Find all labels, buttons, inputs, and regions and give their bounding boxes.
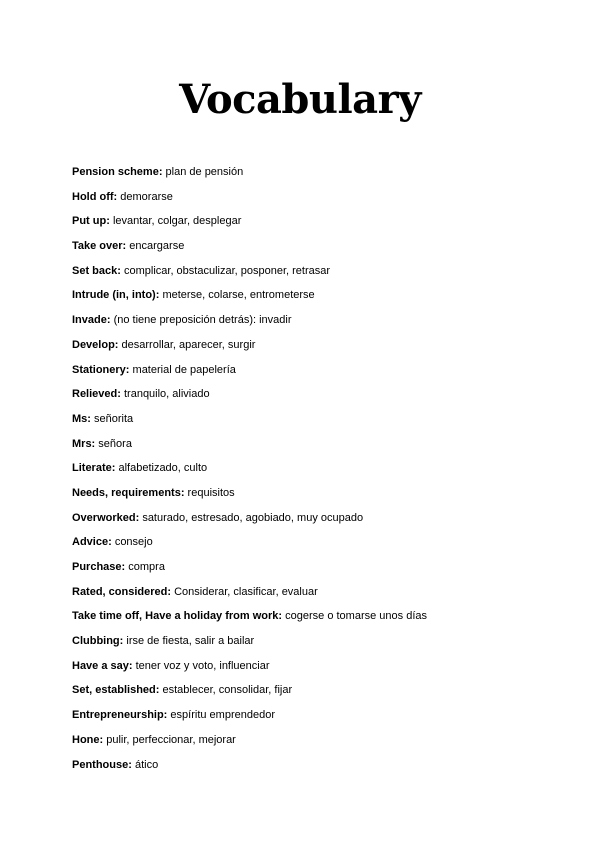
vocab-definition: espíritu emprendedor (170, 709, 275, 722)
vocab-term: Ms: (72, 412, 91, 425)
vocab-entry (72, 580, 552, 605)
vocab-definition: levantar, colgar, desplegar (112, 215, 242, 228)
vocab-definition: desarrollar, aparecer, surgir (121, 338, 256, 351)
vocab-term: Take over: (72, 240, 127, 253)
vocabulary-list (72, 160, 552, 777)
vocab-definition: pulir, perfeccionar, mejorar (106, 733, 236, 746)
vocab-entry (72, 530, 552, 555)
vocab-term: Set, established: (72, 684, 160, 697)
vocab-term: Clubbing: (72, 635, 124, 648)
vocab-definition: meterse, colarse, entrometerse (162, 289, 315, 302)
vocab-definition: tranquilo, aliviado (123, 388, 210, 401)
vocab-definition: ático (134, 758, 159, 771)
vocab-definition: tener voz y voto, influenciar (135, 659, 270, 672)
vocab-entry (72, 753, 552, 778)
vocab-definition: consejo (114, 536, 153, 549)
vocab-entry (72, 308, 552, 333)
vocab-term: Take time off, Have a holiday from work: (72, 610, 283, 623)
vocab-term: Overworked: (72, 511, 140, 524)
vocab-entry (72, 358, 552, 383)
vocab-entry (72, 604, 552, 629)
vocab-entry (72, 259, 552, 284)
vocab-term: Needs, requirements: (72, 486, 185, 499)
vocab-definition: complicar, obstaculizar, posponer, retrasar (123, 264, 331, 277)
vocab-definition: (no tiene preposición detrás): invadir (113, 314, 292, 327)
vocab-definition: cogerse o tomarse unos días (285, 610, 427, 623)
vocab-term: Purchase: (72, 561, 126, 573)
vocab-definition: plan de pensión (165, 166, 244, 178)
vocab-entry (72, 160, 552, 185)
vocab-definition: alfabetizado, culto (118, 462, 208, 475)
vocab-term: Rated, considered: (72, 585, 172, 598)
vocab-definition: material de papelería (132, 363, 236, 376)
vocab-definition: requisitos (187, 486, 235, 499)
vocab-entry (72, 382, 552, 407)
vocab-term: Intrude (in, into): (72, 289, 160, 302)
vocab-entry (72, 209, 552, 234)
vocab-term: Have a say: (72, 659, 133, 672)
vocab-definition: irse de fiesta, salir a bailar (126, 635, 255, 648)
vocab-term: Mrs: (72, 437, 96, 450)
vocab-entry (72, 185, 552, 210)
vocab-term: Set back: (72, 264, 121, 277)
vocab-entry (72, 333, 552, 358)
vocab-entry (72, 283, 552, 308)
vocab-term: Hold off: (72, 190, 118, 203)
vocab-term: Put up: (72, 215, 110, 228)
vocab-term: Penthouse: (72, 758, 132, 771)
vocab-definition: Considerar, clasificar, evaluar (174, 585, 318, 598)
vocab-entry (72, 481, 552, 506)
vocab-term: Relieved: (72, 388, 121, 401)
vocab-entry (72, 555, 552, 580)
vocab-term: Advice: (72, 536, 112, 549)
vocab-definition: señorita (94, 412, 134, 425)
page-title: Vocabulary (179, 76, 421, 123)
vocab-definition: encargarse (129, 240, 185, 253)
vocab-entry (72, 629, 552, 654)
vocab-entry (72, 456, 552, 481)
vocab-term: Pension scheme: (72, 166, 163, 178)
vocab-term: Develop: (72, 338, 119, 351)
vocab-entry (72, 654, 552, 679)
vocab-entry (72, 728, 552, 753)
vocab-entry (72, 506, 552, 531)
vocab-term: Invade: (72, 314, 111, 327)
vocab-entry (72, 234, 552, 259)
vocab-definition: saturado, estresado, agobiado, muy ocupado (142, 511, 364, 524)
vocab-term: Hone: (72, 733, 104, 746)
vocab-entry (72, 432, 552, 457)
vocab-entry (72, 407, 552, 432)
vocab-entry (72, 678, 552, 703)
vocab-term: Stationery: (72, 363, 130, 376)
vocab-entry (72, 703, 552, 728)
vocab-definition: establecer, consolidar, fijar (162, 684, 293, 697)
vocab-term: Entrepreneurship: (72, 709, 168, 722)
vocab-term: Literate: (72, 462, 116, 475)
vocab-definition: compra (128, 561, 165, 573)
vocab-definition: demorarse (120, 190, 173, 203)
vocab-definition: señora (98, 437, 132, 450)
